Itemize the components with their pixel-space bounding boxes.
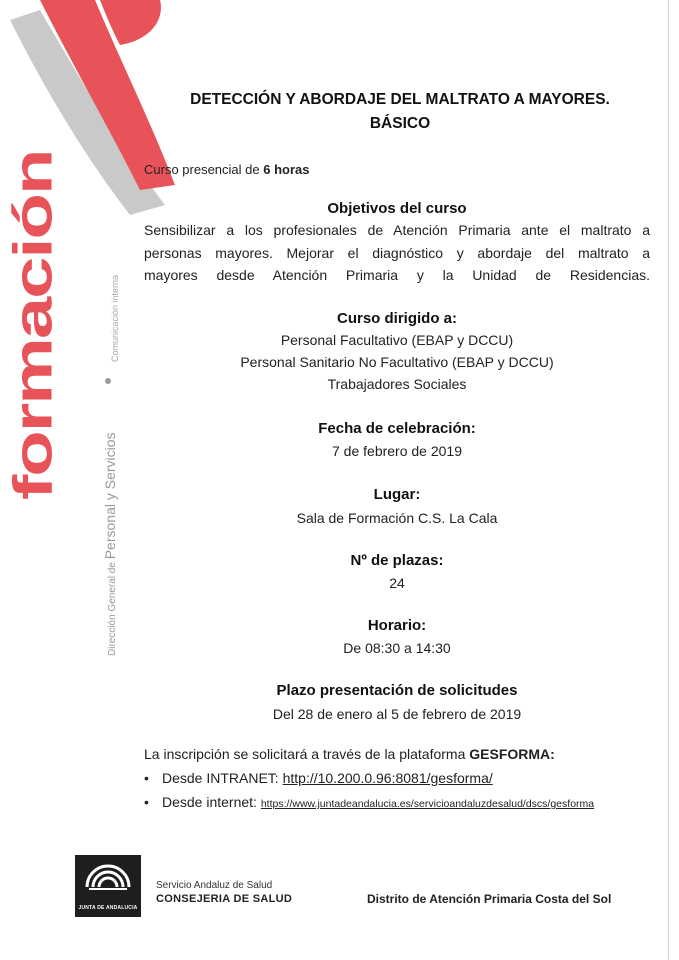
audience-heading: Curso dirigido a: <box>337 310 457 327</box>
intranet-link[interactable]: http://10.200.0.96:8081/gesforma/ <box>282 770 493 786</box>
registration-item-intranet: • Desde INTRANET: http://10.200.0.96:8081/gesforma/ <box>144 770 493 786</box>
place-heading: Lugar: <box>373 486 421 503</box>
internal-communication-label: Comunicación interna <box>110 274 120 362</box>
district-name: Distrito de Atención Primaria Costa del Sol <box>367 892 612 906</box>
scan-edge <box>668 0 669 960</box>
objectives-line: mayores desde Atención Primaria y la Unidad de Residencias. <box>144 267 650 283</box>
date-heading: Fecha de celebración: <box>318 420 476 437</box>
seats-value: 24 <box>389 575 405 591</box>
seats-heading: Nº de plazas: <box>350 552 444 569</box>
brand-word: formación <box>2 150 64 500</box>
registration-intro: La inscripción se solicitará a través de la plataforma GESFORMA: <box>144 746 555 762</box>
platform-name: GESFORMA: <box>469 746 555 762</box>
org-name: Servicio Andaluz de Salud <box>156 880 273 891</box>
deadline-heading: Plazo presentación de solicitudes <box>276 682 518 699</box>
bullet-icon: • <box>144 770 149 786</box>
department-label: Dirección General de Personal y Servicios <box>102 432 118 656</box>
ministry-name: CONSEJERIA DE SALUD <box>156 893 293 905</box>
objectives-heading: Objetivos del curso <box>327 200 467 217</box>
junta-logo <box>75 855 141 917</box>
objectives-line: personas mayores. Mejorar el diagnóstico y abordaje del maltrato a <box>144 244 650 261</box>
schedule-heading: Horario: <box>367 617 427 634</box>
title-line-1: DETECCIÓN Y ABORDAJE DEL MALTRATO A MAYORES. <box>190 91 610 108</box>
internet-link[interactable]: https://www.juntadeandalucia.es/servicioandaluzdesalud/dscs/gesforma <box>260 798 595 810</box>
bullet-icon: • <box>144 794 149 810</box>
audience-list <box>144 329 650 395</box>
objectives-line: Sensibilizar a los profesionales de Atención Primaria ante el maltrato a <box>144 222 650 238</box>
logo-arcs-icon <box>75 855 141 895</box>
audience-item: Personal Sanitario No Facultativo (EBAP y DCCU) <box>240 354 554 370</box>
logo-caption: JUNTA DE ANDALUCIA <box>78 905 138 911</box>
date-value: 7 de febrero de 2019 <box>332 443 462 459</box>
place-value: Sala de Formación C.S. La Cala <box>296 510 498 526</box>
separator-dot <box>105 378 111 384</box>
deadline-value: Del 28 de enero al 5 de febrero de 2019 <box>272 706 522 722</box>
course-type: Curso presencial de 6 horas <box>144 162 310 177</box>
audience-item: Personal Facultativo (EBAP y DCCU) <box>280 332 514 348</box>
title-line-2: BÁSICO <box>369 115 431 132</box>
registration-item-internet: • Desde internet: https://www.juntadeandalucia.es/servicioandaluzdesalud/dscs/gesforma <box>144 794 595 810</box>
page-title <box>150 88 650 136</box>
schedule-value: De 08:30 a 14:30 <box>343 640 451 656</box>
objectives-text <box>144 219 650 287</box>
audience-item: Trabajadores Sociales <box>327 376 467 392</box>
